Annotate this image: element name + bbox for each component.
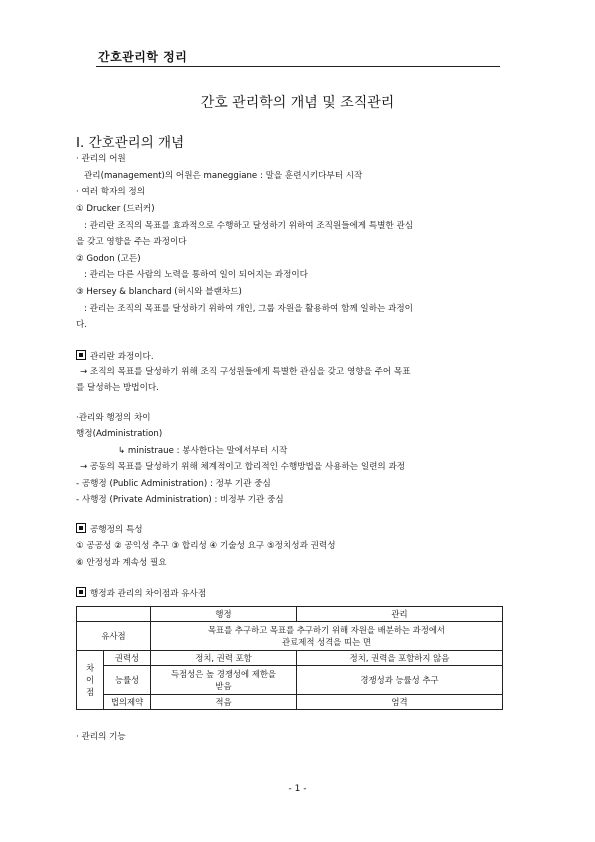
table-row-label: 차 이 점 [77,651,104,710]
text-line: ① 공공성 ② 공익성 추구 ③ 합리성 ④ 기술성 요구 ⑤정치성과 권력성 [76,541,336,551]
text-line: ③ Hersey & blanchard (허시와 블랜차드) [76,287,242,297]
table-row [77,622,503,651]
table-row [77,607,503,622]
table-cell: 엄격 [297,695,503,710]
table-cell: 적음 [151,695,297,710]
text-line: ↳ ministraue : 봉사한다는 말에서부터 시작 [118,446,288,456]
text-line: 행정(Administration) [76,429,163,439]
table-cell: 정치, 권력 포함 [151,651,297,666]
text-line: · 관리의 기능 [76,732,126,742]
text-line: : 관리는 다른 사람의 노력을 통하여 일이 되어지는 과정이다 [84,270,308,280]
text-line: - 사행정 (Private Administration) : 비정부 기관 중심 [76,495,284,505]
text-line: 다. [76,320,88,330]
table-corner-cell [77,607,151,622]
table-cell: 경쟁성과 능률성 추구 [297,666,503,695]
header-rule [96,66,500,67]
text-line: 관리란 과정이다. [76,350,154,363]
text-line: 관리(management)의 어원은 maneggiane : 말을 훈련시키다부터 시작 [84,171,363,181]
text-line: 공행정의 특성 [76,523,143,536]
table-row-label: 유사점 [77,622,151,651]
table-cell: 정치, 권력을 포함하지 않음 [297,651,503,666]
text-line: 행정과 관리의 차이점과 유사점 [76,587,206,600]
header-title: 간호관리학 정리 [98,50,188,64]
text-line: 을 갖고 영향을 주는 과정이다 [76,237,187,247]
text-line: 를 달성하는 방법이다. [76,383,159,393]
text-line: - 공행정 (Public Administration) : 정부 기관 중심 [76,479,271,489]
page-number: - 1 - [288,784,307,794]
checkbox-bullet-icon [76,587,86,597]
table-row [77,651,503,666]
table-cell: 목표를 추구하고 목표를 추구하기 위해 자원을 배분하는 과정에서 관료제적 성격을 띠는 면 [151,622,503,651]
table-cell: 득점성은 높 경쟁성에 제한을 받음 [151,666,297,695]
table-header-cell: 행정 [151,607,297,622]
table-row-label: 권력성 [104,651,151,666]
document-title: 간호 관리학의 개념 및 조직관리 [200,95,395,111]
text-line: ·관리와 행정의 차이 [76,413,151,423]
table-row [77,695,503,710]
text-line: : 관리는 조직의 목표를 달성하기 위하여 개인, 그룹 자원을 활용하여 함께 일하는 과정이 [84,304,413,314]
section-title: Ⅰ. 간호관리의 개념 [76,135,185,151]
text-line: · 여러 학자의 정의 [76,187,146,197]
text-line: ① Drucker (드러커) [76,204,155,214]
text-line: : 관리란 조직의 목표를 효과적으로 수행하고 달성하기 위하여 조직원들에게 특별한 관심 [84,221,414,231]
table-row [77,666,503,695]
checkbox-bullet-icon [76,523,86,533]
text-line: → 조직의 목표를 달성하기 위해 조직 구성원들에게 특별한 관심을 갖고 영향을 주어 목표 [80,367,411,377]
table-row-label: 능률성 [104,666,151,695]
comparison-table [76,606,503,710]
text-line: · 관리의 어원 [76,154,126,164]
checkbox-bullet-icon [76,350,86,360]
text-line: ② Godon (고든) [76,254,141,264]
text-line: ⑥ 안정성과 계속성 필요 [76,558,167,568]
table-header-cell: 관리 [297,607,503,622]
text-line: → 공동의 목표를 달성하기 위해 체계적이고 합리적인 수행방법을 사용하는 일련의 과정 [80,462,406,472]
table-row-label: 법의제약 [104,695,151,710]
